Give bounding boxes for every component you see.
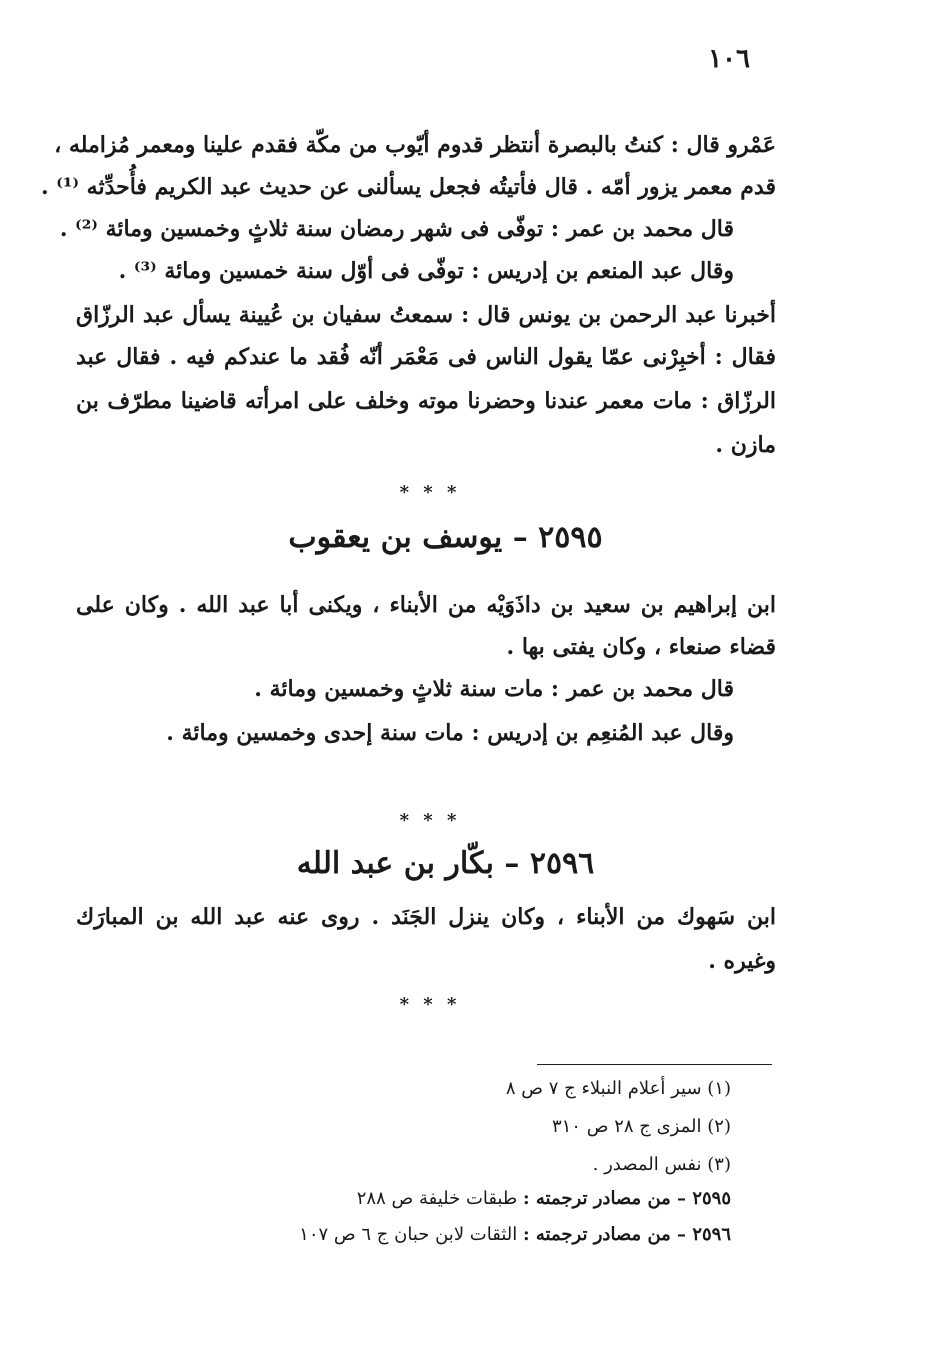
footnote-label: (١) (707, 1078, 731, 1099)
footnote-1 (506, 1074, 731, 1104)
footnote-text: المزى ج ٢٨ ص ٣١٠ (551, 1116, 702, 1137)
text-line: وقال عبد المنعم بن إدريس : توفّى فى أوّل سنة خمسين ومائة ⁽³⁾ . (118, 258, 734, 284)
footnote-label: ٢٥٩٦ – من مصادر ترجمته : (523, 1224, 731, 1245)
footnote-3 (593, 1150, 731, 1180)
footnote-text: طبقات خليفة ص ٢٨٨ (356, 1188, 518, 1209)
footnote-text: سير أعلام النبلاء ج ٧ ص ٨ (505, 1078, 702, 1099)
entry-title-2595: ٢٥٩٥ – يوسف بن يعقوب (288, 520, 603, 555)
text-line: قدم معمر يزور أمّه . قال فأتيتُه فجعل يسألنى عن حديث عبد الكريم فأُحدِّثه ⁽¹⁾ . (40, 174, 776, 200)
footnote-label: (٢) (707, 1116, 731, 1137)
text-line: عَمْرو قال : كنتُ بالبصرة أنتظر قدوم أيّوب من مكّة فقدم علينا ومعمر مُزامله ، (54, 132, 776, 158)
footnote-label: ٢٥٩٥ – من مصادر ترجمته : (523, 1188, 731, 1209)
page-number: ١٠٦ (708, 44, 750, 74)
text-line: قال محمد بن عمر : توفّى فى شهر رمضان سنة ثلاثٍ وخمسين ومائة ⁽²⁾ . (59, 216, 734, 242)
entry-title-2596: ٢٥٩٦ – بكّار بن عبد الله (296, 846, 595, 881)
text-line: قضاء صنعاء ، وكان يفتى بها . (506, 634, 776, 660)
footnote-label: (٣) (707, 1154, 731, 1175)
text-line: وقال عبد المُنعِم بن إدريس : مات سنة إحدى وخمسين ومائة . (166, 720, 734, 746)
footnote-text: نفس المصدر . (592, 1154, 702, 1175)
footnote-2 (552, 1112, 731, 1142)
text-line: أخبرنا عبد الرحمن بن يونس قال : سمعتُ سفيان بن عُيينة يسأل عبد الرزّاق (76, 302, 776, 328)
text-line: الرزّاق : مات معمر عندنا وحضرنا موته وخلف على امرأته قاضينا مطرّف بن (76, 388, 776, 414)
text-line: مازن . (715, 432, 776, 458)
text-line: ابن إبراهيم بن سعيد بن داذَوَيْه من الأبناء ، ويكنى أبا عبد الله . وكان على (76, 592, 776, 618)
footnote-text: الثقات لابن حبان ج ٦ ص ١٠٧ (299, 1224, 518, 1245)
separator-stars: * * * (399, 482, 461, 503)
footnote-source-2595 (357, 1184, 731, 1214)
text-line: فقال : أخبِرْنى عمّا يقول الناس فى مَعْمَر أنّه فُقد ما عندكم فيه . فقال عبد (76, 344, 776, 370)
footnote-rule (537, 1064, 772, 1065)
text-line: وغيره . (708, 948, 776, 974)
text-line: ابن سَهوك من الأبناء ، وكان ينزل الجَنَد . روى عنه عبد الله بن المبارَك (76, 904, 776, 930)
separator-stars: * * * (399, 994, 461, 1015)
separator-stars: * * * (399, 810, 461, 831)
footnote-source-2596 (299, 1220, 731, 1250)
text-line: قال محمد بن عمر : مات سنة ثلاثٍ وخمسين ومائة . (254, 676, 734, 702)
